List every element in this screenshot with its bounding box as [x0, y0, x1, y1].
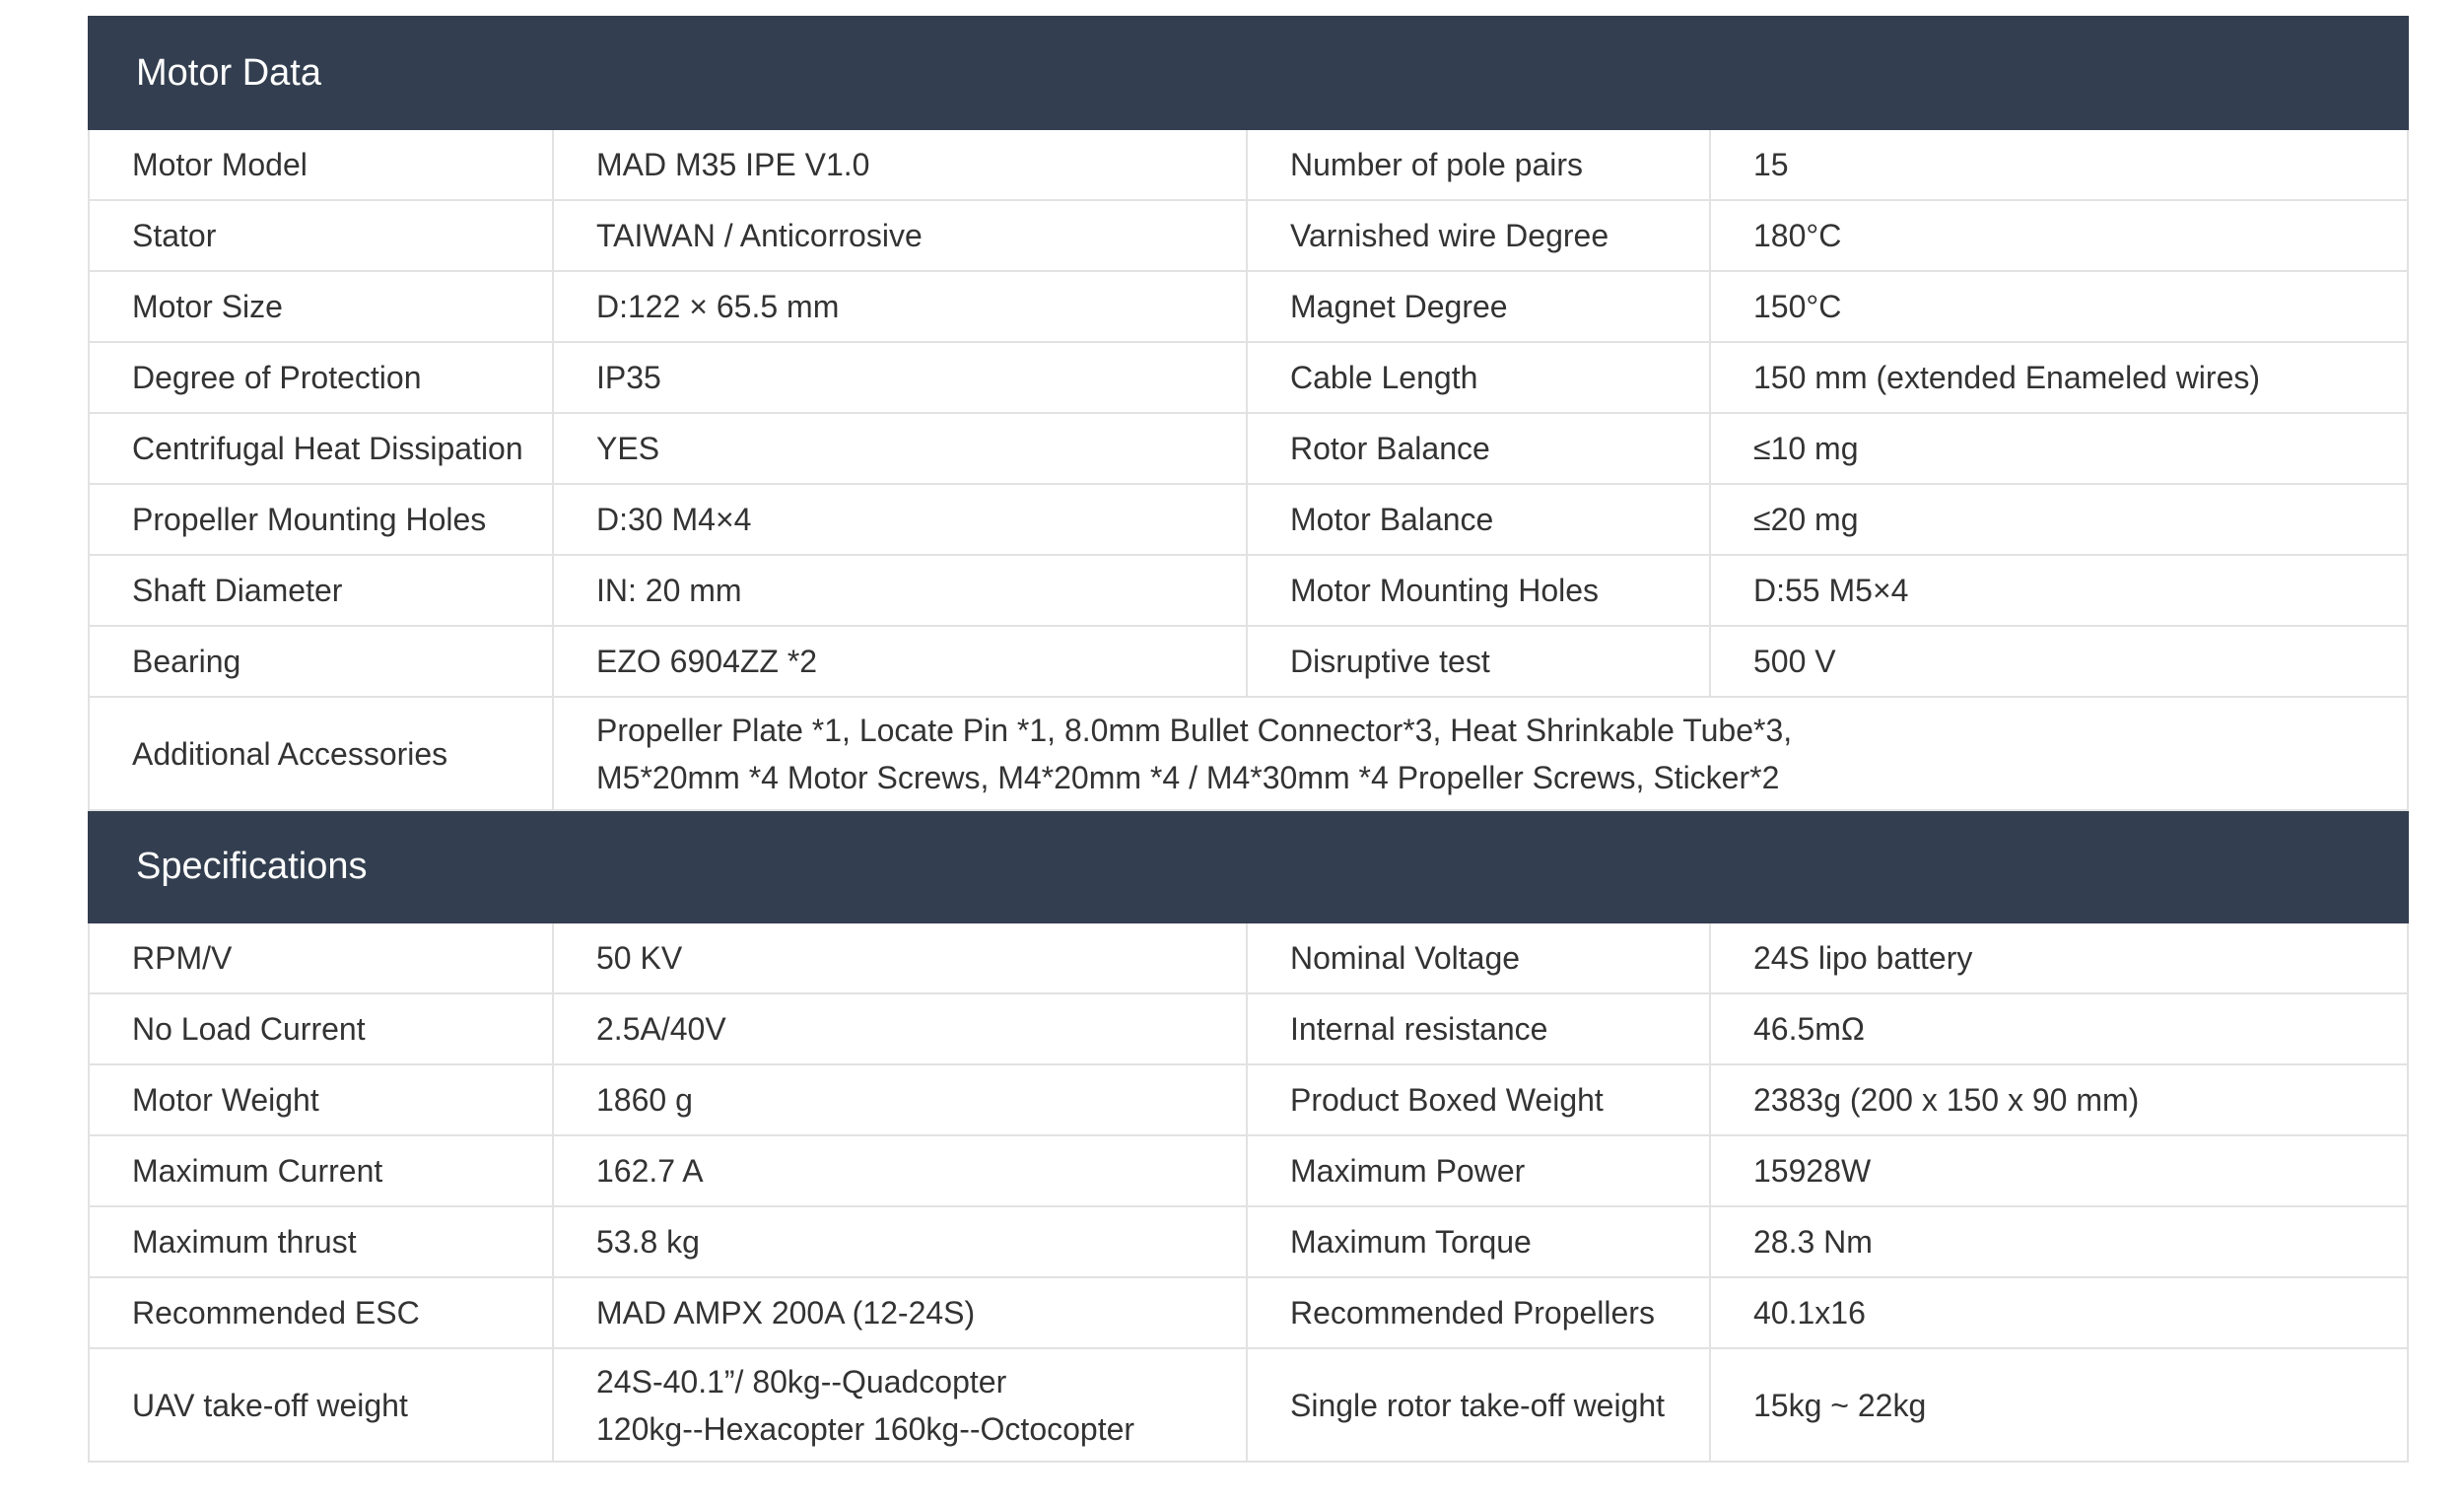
table-row — [89, 1064, 2408, 1135]
section-header-specifications — [89, 810, 2408, 922]
spec-value: 15kg ~ 22kg — [1710, 1348, 2408, 1462]
spec-value: D:55 M5×4 — [1710, 555, 2408, 626]
spec-value: 1860 g — [553, 1064, 1247, 1135]
spec-value: 162.7 A — [553, 1135, 1247, 1206]
spec-value: 28.3 Nm — [1710, 1206, 2408, 1277]
spec-value: 24S lipo battery — [1710, 922, 2408, 993]
spec-table — [88, 16, 2409, 1463]
spec-label: Maximum Current — [89, 1135, 553, 1206]
accessories-value — [553, 697, 2408, 810]
spec-label: Bearing — [89, 626, 553, 697]
table-row — [89, 993, 2408, 1064]
spec-label: Varnished wire Degree — [1247, 200, 1710, 271]
spec-label: Cable Length — [1247, 342, 1710, 413]
spec-value: D:122 × 65.5 mm — [553, 271, 1247, 342]
spec-label: Motor Balance — [1247, 484, 1710, 555]
spec-label: Shaft Diameter — [89, 555, 553, 626]
spec-label: Nominal Voltage — [1247, 922, 1710, 993]
table-row — [89, 1277, 2408, 1348]
table-row — [89, 922, 2408, 993]
spec-label: Motor Mounting Holes — [1247, 555, 1710, 626]
spec-value: 2383g (200 x 150 x 90 mm) — [1710, 1064, 2408, 1135]
table-row — [89, 200, 2408, 271]
spec-label: Propeller Mounting Holes — [89, 484, 553, 555]
spec-value: IP35 — [553, 342, 1247, 413]
spec-value: TAIWAN / Anticorrosive — [553, 200, 1247, 271]
spec-label: Product Boxed Weight — [1247, 1064, 1710, 1135]
spec-label: Recommended Propellers — [1247, 1277, 1710, 1348]
spec-value: 40.1x16 — [1710, 1277, 2408, 1348]
spec-value: 150°C — [1710, 271, 2408, 342]
spec-label: Centrifugal Heat Dissipation — [89, 413, 553, 484]
table-row — [89, 626, 2408, 697]
table-row — [89, 555, 2408, 626]
spec-label: Motor Weight — [89, 1064, 553, 1135]
section-title: Specifications — [89, 810, 2408, 922]
table-row — [89, 342, 2408, 413]
spec-value: 2.5A/40V — [553, 993, 1247, 1064]
spec-label: Additional Accessories — [89, 697, 553, 810]
spec-label: Number of pole pairs — [1247, 129, 1710, 200]
accessories-line: M5*20mm *4 Motor Screws, M4*20mm *4 / M4*30mm *4 Propeller Screws, Sticker*2 — [596, 759, 1780, 795]
table-row — [89, 271, 2408, 342]
takeoff-value — [553, 1348, 1247, 1462]
spec-value: YES — [553, 413, 1247, 484]
spec-value: 15928W — [1710, 1135, 2408, 1206]
spec-value: EZO 6904ZZ *2 — [553, 626, 1247, 697]
spec-label: RPM/V — [89, 922, 553, 993]
spec-label: Degree of Protection — [89, 342, 553, 413]
spec-value: MAD M35 IPE V1.0 — [553, 129, 1247, 200]
spec-value: ≤10 mg — [1710, 413, 2408, 484]
spec-label: Recommended ESC — [89, 1277, 553, 1348]
table-row — [89, 413, 2408, 484]
spec-value: 53.8 kg — [553, 1206, 1247, 1277]
spec-value: IN: 20 mm — [553, 555, 1247, 626]
spec-label: Maximum Power — [1247, 1135, 1710, 1206]
spec-label: Stator — [89, 200, 553, 271]
spec-label: Single rotor take-off weight — [1247, 1348, 1710, 1462]
spec-value: 46.5mΩ — [1710, 993, 2408, 1064]
table-row — [89, 484, 2408, 555]
spec-label: Maximum thrust — [89, 1206, 553, 1277]
spec-value: ≤20 mg — [1710, 484, 2408, 555]
section-header-motor-data — [89, 17, 2408, 129]
spec-label: Rotor Balance — [1247, 413, 1710, 484]
table-row-accessories — [89, 697, 2408, 810]
spec-label: Motor Size — [89, 271, 553, 342]
spec-label: No Load Current — [89, 993, 553, 1064]
spec-label: Motor Model — [89, 129, 553, 200]
section-title: Motor Data — [89, 17, 2408, 129]
takeoff-line: 24S-40.1”/ 80kg--Quadcopter — [596, 1363, 1007, 1400]
table-row-takeoff — [89, 1348, 2408, 1462]
accessories-line: Propeller Plate *1, Locate Pin *1, 8.0mm Bullet Connector*3, Heat Shrinkable Tube*3, — [596, 712, 1793, 748]
spec-value: MAD AMPX 200A (12-24S) — [553, 1277, 1247, 1348]
spec-label: Internal resistance — [1247, 993, 1710, 1064]
spec-label: UAV take-off weight — [89, 1348, 553, 1462]
spec-label: Magnet Degree — [1247, 271, 1710, 342]
spec-value: D:30 M4×4 — [553, 484, 1247, 555]
spec-value: 15 — [1710, 129, 2408, 200]
table-row — [89, 1206, 2408, 1277]
spec-label: Disruptive test — [1247, 626, 1710, 697]
spec-sheet — [88, 16, 2407, 1463]
table-row — [89, 1135, 2408, 1206]
spec-label: Maximum Torque — [1247, 1206, 1710, 1277]
spec-value: 50 KV — [553, 922, 1247, 993]
spec-value: 180°C — [1710, 200, 2408, 271]
table-row — [89, 129, 2408, 200]
spec-value: 500 V — [1710, 626, 2408, 697]
takeoff-line: 120kg--Hexacopter 160kg--Octocopter — [596, 1410, 1135, 1447]
spec-value: 150 mm (extended Enameled wires) — [1710, 342, 2408, 413]
